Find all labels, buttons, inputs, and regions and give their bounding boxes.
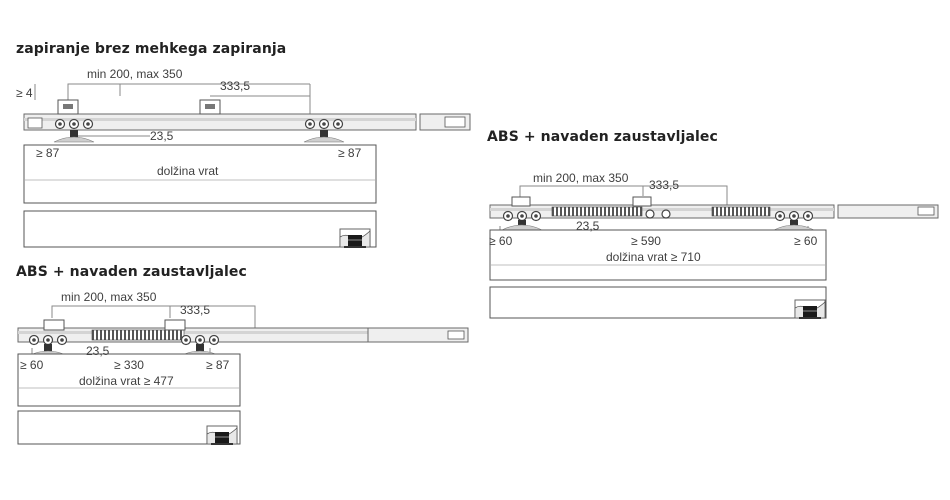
- diagram-3-left-clearance: ≥ 60: [489, 234, 513, 248]
- diagram-3-span-label: min 200, max 350: [533, 171, 629, 185]
- diagram-2-offset-label: 333,5: [180, 303, 211, 317]
- diagram-1-span-label: min 200, max 350: [87, 67, 183, 81]
- diagram-3-title: ABS + navaden zaustavljalec: [487, 129, 718, 145]
- diagram-3-middle-clearance: ≥ 590: [631, 234, 661, 248]
- diagram-1-inset-label: 23,5: [150, 129, 174, 143]
- diagram-2-left-clearance: ≥ 60: [20, 358, 44, 372]
- diagram-1-title: zapiranje brez mehkega zapiranja: [16, 41, 287, 57]
- diagram-3-right-clearance: ≥ 60: [794, 234, 818, 248]
- diagram-1-height-label: ≥ 4: [16, 86, 33, 100]
- diagram-1-door-length: dolžina vrat: [157, 164, 219, 178]
- diagram-1-offset-label: 333,5: [220, 79, 251, 93]
- diagram-2-door-length: dolžina vrat ≥ 477: [79, 374, 174, 388]
- diagram-1-right-clearance: ≥ 87: [338, 146, 362, 160]
- diagram-3-door-length: dolžina vrat ≥ 710: [606, 250, 701, 264]
- diagram-2-middle-clearance: ≥ 330: [114, 358, 144, 372]
- diagram-3: [490, 186, 938, 319]
- diagram-2-span-label: min 200, max 350: [61, 290, 157, 304]
- diagram-2-right-clearance: ≥ 87: [206, 358, 230, 372]
- diagram-2-title: ABS + navaden zaustavljalec: [16, 264, 247, 280]
- diagram-1-left-clearance: ≥ 87: [36, 146, 60, 160]
- diagram-3-offset-label: 333,5: [649, 178, 680, 192]
- diagram-3-inset-label: 23,5: [576, 219, 600, 233]
- diagram-2-inset-label: 23,5: [86, 344, 110, 358]
- diagram-1: [24, 84, 470, 248]
